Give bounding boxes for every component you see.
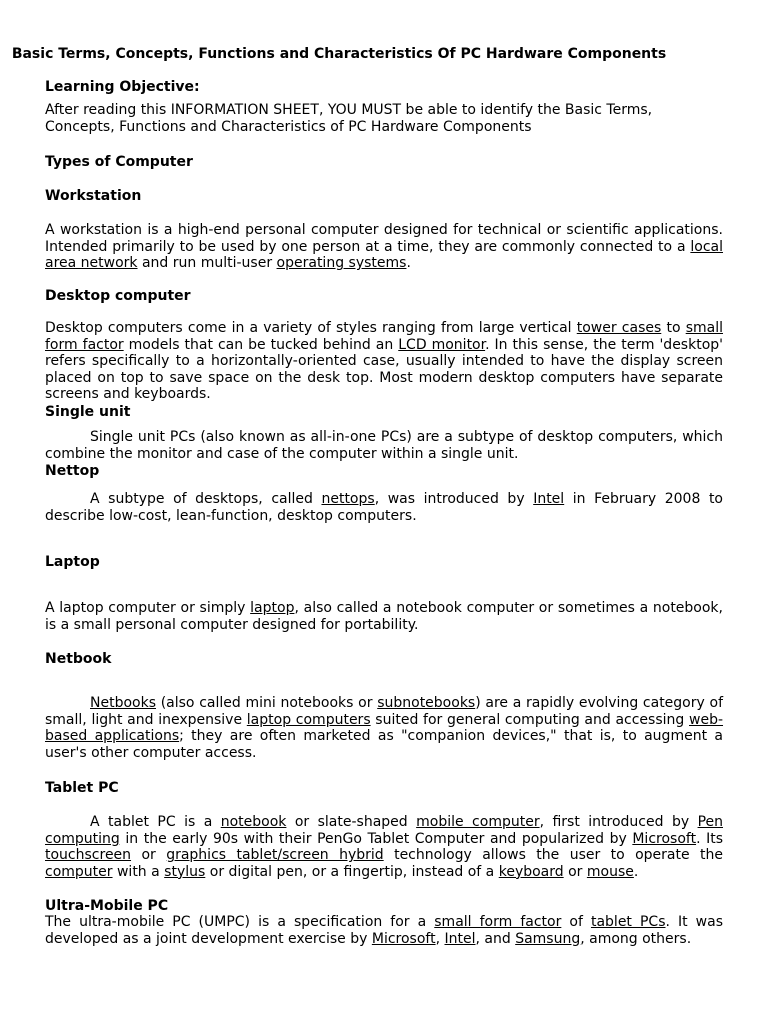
link-netbooks[interactable]: Netbooks (90, 695, 156, 711)
ultra-mobile-pc-paragraph: The ultra-mobile PC (UMPC) is a specification for a small form factor of tablet PCs. It was developed as a joint development exercise by Microsoft, Intel, and Samsung, among others. (45, 914, 724, 947)
link-pen-computing[interactable]: Pen computing (45, 814, 723, 847)
link-graphics-tablet-screen-hybrid[interactable]: graphics tablet/screen hybrid (166, 847, 384, 864)
link-samsung[interactable]: Samsung (515, 930, 581, 947)
tablet-pc-paragraph: A tablet PC is a notebook or slate-shaped mobile computer, first introduced by Pen computing in the early 90s with their PenGo Tablet Computer and popularized by Microsoft. Its touchscreen or graphics tablet/screen hybrid technology allows the user to operate the computer with a stylus or digital pen, or a fingertip, instead of a keyboard or mouse. (45, 814, 723, 880)
nettop-paragraph: A subtype of desktops, called nettops, was introduced by Intel in February 2008 to describe low-cost, lean-function, desktop computers. (45, 491, 723, 524)
link-keyboard[interactable]: keyboard (498, 863, 564, 880)
desktop-heading: Desktop computer (45, 288, 191, 304)
workstation-heading: Workstation (45, 188, 142, 204)
laptop-paragraph: A laptop computer or simply laptop, also called a notebook computer or sometimes a notebook, is a small personal computer designed for portability. (45, 600, 723, 633)
link-notebook[interactable]: notebook (220, 814, 287, 830)
document-title: Basic Terms, Concepts, Functions and Characteristics Of PC Hardware Components (11, 46, 667, 62)
types-of-computer-heading: Types of Computer (45, 154, 193, 170)
tablet-pc-heading: Tablet PC (45, 780, 119, 796)
link-mobile-computer[interactable]: mobile computer (416, 814, 540, 830)
link-subnotebooks[interactable]: subnotebooks (377, 695, 476, 711)
desktop-paragraph: Desktop computers come in a variety of styles ranging from large vertical tower cases to small form factor models that can be tucked behind an LCD monitor. In this sense, the term 'desktop' refers specifically to a horizontally-oriented case, usually intended to have the display screen placed on top to save space on the desk top. Most modern desktop computers have separate screens and keyboards. (45, 320, 723, 403)
link-laptop-computers[interactable]: laptop computers (246, 711, 371, 728)
link-intel[interactable]: Intel (533, 491, 565, 507)
link-stylus[interactable]: stylus (164, 863, 206, 880)
link-touchscreen[interactable]: touchscreen (45, 847, 132, 864)
link-umpc-microsoft[interactable]: Microsoft (371, 930, 436, 947)
link-computer[interactable]: computer (45, 863, 113, 880)
link-umpc-intel[interactable]: Intel (444, 930, 476, 947)
single-unit-heading: Single unit (45, 404, 131, 420)
learning-objective-heading: Learning Objective: (45, 79, 200, 95)
link-laptop[interactable]: laptop (250, 600, 295, 616)
link-small-form-factor[interactable]: small form factor (45, 320, 723, 353)
link-tower-cases[interactable]: tower cases (576, 320, 662, 336)
link-mouse[interactable]: mouse (586, 863, 634, 880)
workstation-paragraph: A workstation is a high-end personal computer designed for technical or scientific applications. Intended primarily to be used by one person at a time, they are commonly connected to a local area network and run multi-user operating systems. (45, 222, 723, 272)
netbook-paragraph: Netbooks (also called mini notebooks or subnotebooks) are a rapidly evolving category of small, light and inexpensive laptop computers suited for general computing and accessing web-based applications; they are often marketed as "companion devices," that is, to augment a user's other computer access. (45, 695, 724, 761)
single-unit-paragraph: Single unit PCs (also known as all-in-one PCs) are a subtype of desktop computers, which combine the monitor and case of the computer within a single unit. (45, 429, 723, 462)
learning-objective-text: After reading this INFORMATION SHEET, YOU MUST be able to identify the Basic Terms, Concepts, Functions and Characteristics of PC Hardware Components (45, 102, 653, 135)
link-web-based-applications[interactable]: web-based applications (45, 711, 724, 745)
netbook-heading: Netbook (45, 651, 112, 667)
ultra-mobile-pc-heading: Ultra-Mobile PC (45, 898, 169, 914)
link-local-area-network[interactable]: local area network (45, 238, 723, 272)
laptop-heading: Laptop (45, 554, 100, 570)
link-microsoft[interactable]: Microsoft (632, 830, 697, 847)
link-umpc-small-form-factor[interactable]: small form factor (434, 914, 562, 930)
link-nettops[interactable]: nettops (321, 491, 375, 507)
link-operating-systems[interactable]: operating systems (276, 255, 407, 272)
link-tablet-pcs[interactable]: tablet PCs (590, 914, 666, 930)
link-lcd-monitor[interactable]: LCD monitor (398, 336, 486, 353)
nettop-heading: Nettop (45, 463, 100, 479)
